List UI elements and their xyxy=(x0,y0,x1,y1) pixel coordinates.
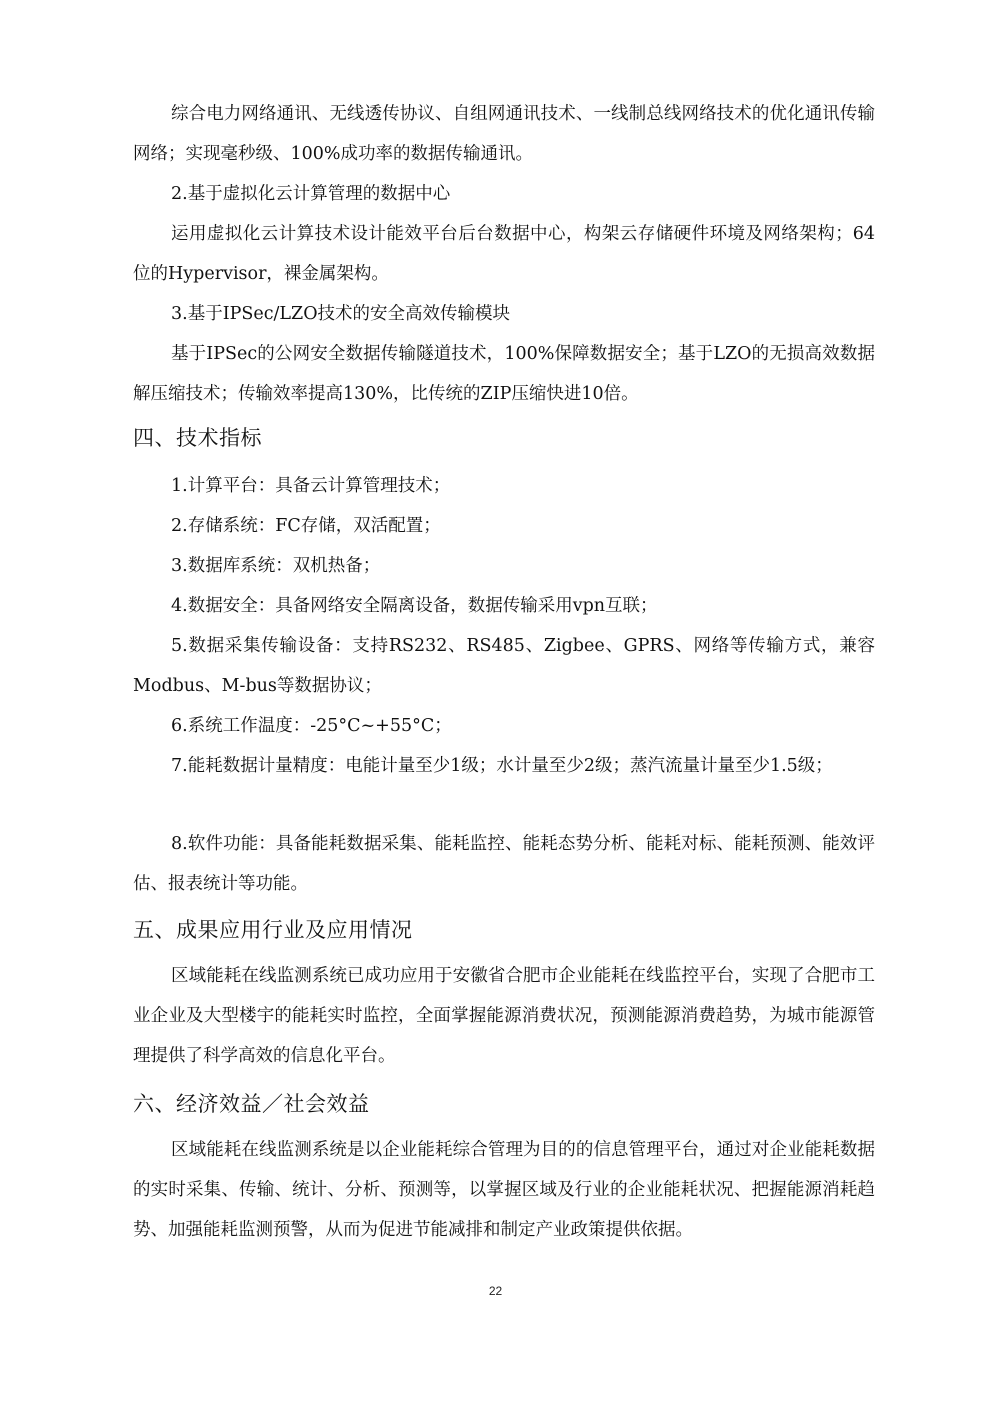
item-operating-temperature: 6.系统工作温度：-25°C~+55°C； xyxy=(171,716,452,736)
item-virtualization-data-center: 2.基于虚拟化云计算管理的数据中心 xyxy=(171,184,451,204)
item-metering-accuracy: 7.能耗数据计量精度：电能计量至少1级；水计量至少2级；蒸汽流量计量至少1.5级； xyxy=(171,756,833,776)
paragraph-network-communication: 综合电力网络通讯、无线透传协议、自组网通讯技术、一线制总线网络技术的优化通讯传输网络；实现毫秒级、100%成功率的数据传输通讯。 xyxy=(133,104,875,164)
heading-technical-indicators: 四、技术指标 xyxy=(133,426,262,450)
paragraph-data-center: 运用虚拟化云计算技术设计能效平台后台数据中心，构架云存储硬件环境及网络架构；64位的Hypervisor，裸金属架构。 xyxy=(133,224,875,284)
page-number: 22 xyxy=(488,1284,503,1298)
heading-applications: 五、成果应用行业及应用情况 xyxy=(133,918,413,942)
item-ipsec-lzo-module: 3.基于IPSec/LZO技术的安全高效传输模块 xyxy=(171,304,511,324)
item-database-system: 3.数据库系统：双机热备； xyxy=(171,556,381,576)
paragraph-ipsec-lzo: 基于IPSec的公网安全数据传输隧道技术，100%保障数据安全；基于LZO的无损高效数据解压缩技术；传输效率提高130%，比传统的ZIP压缩快进10倍。 xyxy=(133,344,875,404)
heading-benefits: 六、经济效益／社会效益 xyxy=(133,1092,370,1116)
item-data-security: 4.数据安全：具备网络安全隔离设备，数据传输采用vpn互联； xyxy=(171,596,658,616)
paragraph-benefits: 区域能耗在线监测系统是以企业能耗综合管理为目的的信息管理平台，通过对企业能耗数据的实时采集、传输、统计、分析、预测等，以掌握区域及行业的企业能耗状况、把握能源消耗趋势、加强能耗监测预警，从而为促进节能减排和制定产业政策提供依据。 xyxy=(133,1140,875,1240)
item-software-functions: 8.软件功能：具备能耗数据采集、能耗监控、能耗态势分析、能耗对标、能耗预测、能效评估、报表统计等功能。 xyxy=(133,834,875,894)
item-computing-platform: 1.计算平台：具备云计算管理技术； xyxy=(171,476,451,496)
paragraph-applications: 区域能耗在线监测系统已成功应用于安徽省合肥市企业能耗在线监控平台，实现了合肥市工业企业及大型楼宇的能耗实时监控，全面掌握能源消费状况，预测能源消费趋势，为城市能源管理提供了科学高效的信息化平台。 xyxy=(133,966,875,1066)
item-data-acquisition: 5.数据采集传输设备：支持RS232、RS485、Zigbee、GPRS、网络等传输方式，兼容Modbus、M-bus等数据协议； xyxy=(133,636,875,696)
item-storage-system: 2.存储系统：FC存储，双活配置； xyxy=(171,516,441,536)
